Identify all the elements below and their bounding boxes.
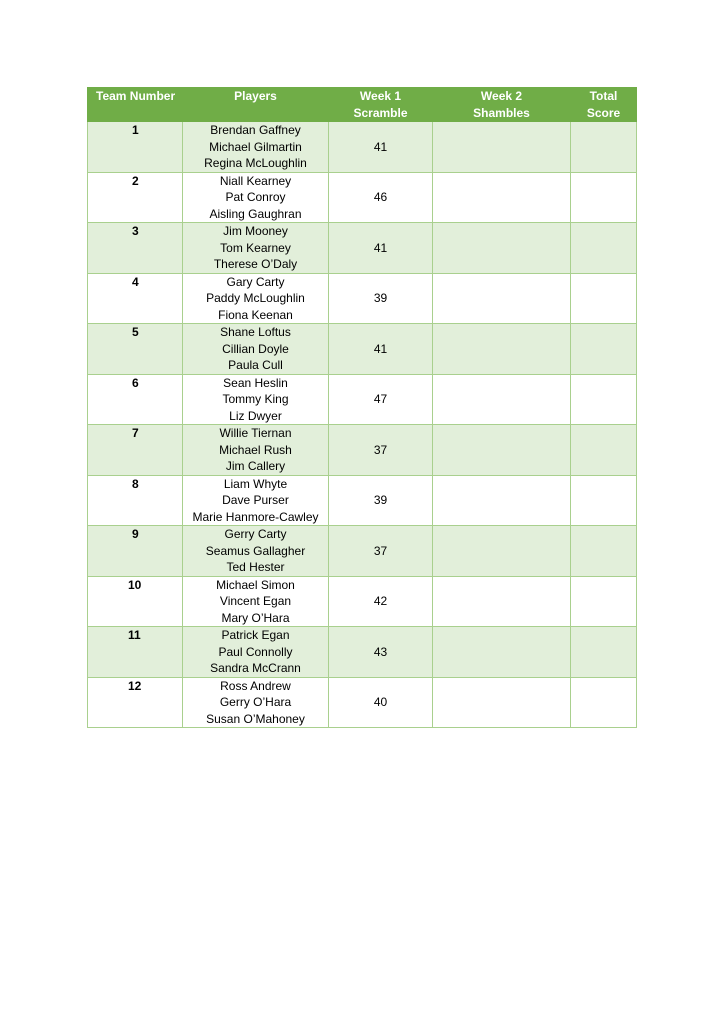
- table-row: [88, 526, 637, 577]
- players-cell: [183, 324, 329, 375]
- player-name: Niall Kearney: [219, 173, 292, 188]
- players-cell: [183, 526, 329, 577]
- team-number-cell: 2: [88, 172, 183, 223]
- week1-score-cell: 39: [329, 475, 433, 526]
- week2-score-cell: [433, 526, 571, 577]
- week2-score-cell: [433, 627, 571, 678]
- team-number-cell: 12: [88, 677, 183, 728]
- player-name: Ted Hester: [226, 560, 285, 574]
- table-row: [88, 576, 637, 627]
- player-name: Gerry Carty: [224, 527, 287, 541]
- week2-score-cell: [433, 324, 571, 375]
- player-name: Jim Callery: [225, 459, 286, 473]
- player-name: Patrick Egan: [221, 628, 290, 642]
- header-row: [88, 88, 637, 122]
- player-name: Paddy McLoughlin: [206, 291, 305, 305]
- total-score-cell: [571, 425, 637, 476]
- team-number-cell: 7: [88, 425, 183, 476]
- week1-score-cell: 40: [329, 677, 433, 728]
- player-name: Liz Dwyer: [229, 408, 282, 423]
- players-cell: [183, 677, 329, 728]
- week1-score-cell: 42: [329, 576, 433, 627]
- week1-score-cell: 46: [329, 172, 433, 223]
- header-team-number: [88, 88, 183, 122]
- team-scores-table: [87, 87, 637, 728]
- team-number-cell: 3: [88, 223, 183, 274]
- week1-score-cell: 47: [329, 374, 433, 425]
- team-number-cell: 4: [88, 273, 183, 324]
- header-players-label: Players: [234, 89, 277, 103]
- player-name: Regina McLoughlin: [204, 156, 307, 170]
- team-number-cell: 5: [88, 324, 183, 375]
- players-cell: [183, 627, 329, 678]
- player-name: Ross Andrew: [220, 678, 291, 693]
- table-body: [88, 122, 637, 728]
- total-score-cell: [571, 627, 637, 678]
- table-row: [88, 223, 637, 274]
- player-name: Willie Tiernan: [219, 426, 292, 440]
- week1-score-cell: 41: [329, 223, 433, 274]
- total-score-cell: [571, 475, 637, 526]
- team-number-cell: 10: [88, 576, 183, 627]
- player-name: Shane Loftus: [220, 325, 291, 339]
- total-score-cell: [571, 273, 637, 324]
- header-week1-line2: Scramble: [353, 105, 408, 120]
- player-name: Michael Rush: [219, 442, 292, 457]
- players-cell: [183, 374, 329, 425]
- header-week1: [329, 88, 433, 122]
- week2-score-cell: [433, 122, 571, 173]
- player-name: Cillian Doyle: [222, 341, 289, 356]
- table-row: [88, 273, 637, 324]
- player-name: Marie Hanmore-Cawley: [192, 509, 319, 524]
- player-name: Therese O’Daly: [213, 257, 298, 271]
- week2-score-cell: [433, 576, 571, 627]
- header-players: [183, 88, 329, 122]
- players-cell: [183, 475, 329, 526]
- week1-score-cell: 37: [329, 526, 433, 577]
- header-total-line2: Score: [586, 105, 621, 120]
- table-row: [88, 172, 637, 223]
- header-total-line1: Total: [589, 89, 618, 103]
- week1-score-cell: 41: [329, 122, 433, 173]
- players-cell: [183, 223, 329, 274]
- players-cell: [183, 122, 329, 173]
- player-name: Seamus Gallagher: [205, 543, 306, 558]
- week1-score-cell: 39: [329, 273, 433, 324]
- team-number-cell: 6: [88, 374, 183, 425]
- players-cell: [183, 425, 329, 476]
- player-name: Sandra McCrann: [210, 661, 301, 675]
- player-name: Liam Whyte: [223, 476, 288, 491]
- team-number-cell: 9: [88, 526, 183, 577]
- total-score-cell: [571, 526, 637, 577]
- header-total: [571, 88, 637, 122]
- players-cell: [183, 576, 329, 627]
- player-name: Jim Mooney: [223, 224, 288, 238]
- week2-score-cell: [433, 677, 571, 728]
- player-name: Tommy King: [222, 392, 289, 406]
- players-cell: [183, 172, 329, 223]
- week2-score-cell: [433, 273, 571, 324]
- table-row: [88, 374, 637, 425]
- player-name: Gary Carty: [226, 274, 285, 289]
- total-score-cell: [571, 677, 637, 728]
- week1-score-cell: 41: [329, 324, 433, 375]
- table-row: [88, 122, 637, 173]
- table-row: [88, 475, 637, 526]
- player-name: Dave Purser: [222, 493, 289, 507]
- week2-score-cell: [433, 172, 571, 223]
- players-cell: [183, 273, 329, 324]
- team-number-cell: 8: [88, 475, 183, 526]
- table-row: [88, 425, 637, 476]
- total-score-cell: [571, 223, 637, 274]
- team-number-cell: 11: [88, 627, 183, 678]
- player-name: Michael Gilmartin: [209, 139, 302, 154]
- total-score-cell: [571, 576, 637, 627]
- header-week1-line1: Week 1: [359, 89, 402, 103]
- player-name: Pat Conroy: [225, 190, 286, 204]
- player-name: Fiona Keenan: [218, 307, 293, 322]
- player-name: Mary O’Hara: [221, 610, 290, 625]
- player-name: Susan O’Mahoney: [206, 711, 305, 726]
- week1-score-cell: 37: [329, 425, 433, 476]
- player-name: Aisling Gaughran: [209, 206, 302, 221]
- player-name: Vincent Egan: [219, 594, 292, 608]
- player-name: Michael Simon: [216, 577, 295, 592]
- player-name: Tom Kearney: [220, 240, 291, 255]
- player-name: Sean Heslin: [223, 375, 288, 390]
- week2-score-cell: [433, 223, 571, 274]
- player-name: Paul Connolly: [218, 644, 293, 659]
- header-team-number-label: Team Number: [96, 89, 176, 103]
- header-week2-line2: Shambles: [473, 105, 530, 120]
- player-name: Paula Cull: [228, 358, 283, 372]
- table-header: [88, 88, 637, 122]
- header-week2: [433, 88, 571, 122]
- table-row: [88, 627, 637, 678]
- total-score-cell: [571, 374, 637, 425]
- total-score-cell: [571, 324, 637, 375]
- total-score-cell: [571, 172, 637, 223]
- player-name: Brendan Gaffney: [210, 123, 301, 137]
- header-week2-line1: Week 2: [480, 89, 523, 103]
- player-name: Gerry O’Hara: [219, 695, 292, 709]
- team-number-cell: 1: [88, 122, 183, 173]
- table-row: [88, 324, 637, 375]
- week2-score-cell: [433, 374, 571, 425]
- week2-score-cell: [433, 425, 571, 476]
- week2-score-cell: [433, 475, 571, 526]
- total-score-cell: [571, 122, 637, 173]
- week1-score-cell: 43: [329, 627, 433, 678]
- table-row: [88, 677, 637, 728]
